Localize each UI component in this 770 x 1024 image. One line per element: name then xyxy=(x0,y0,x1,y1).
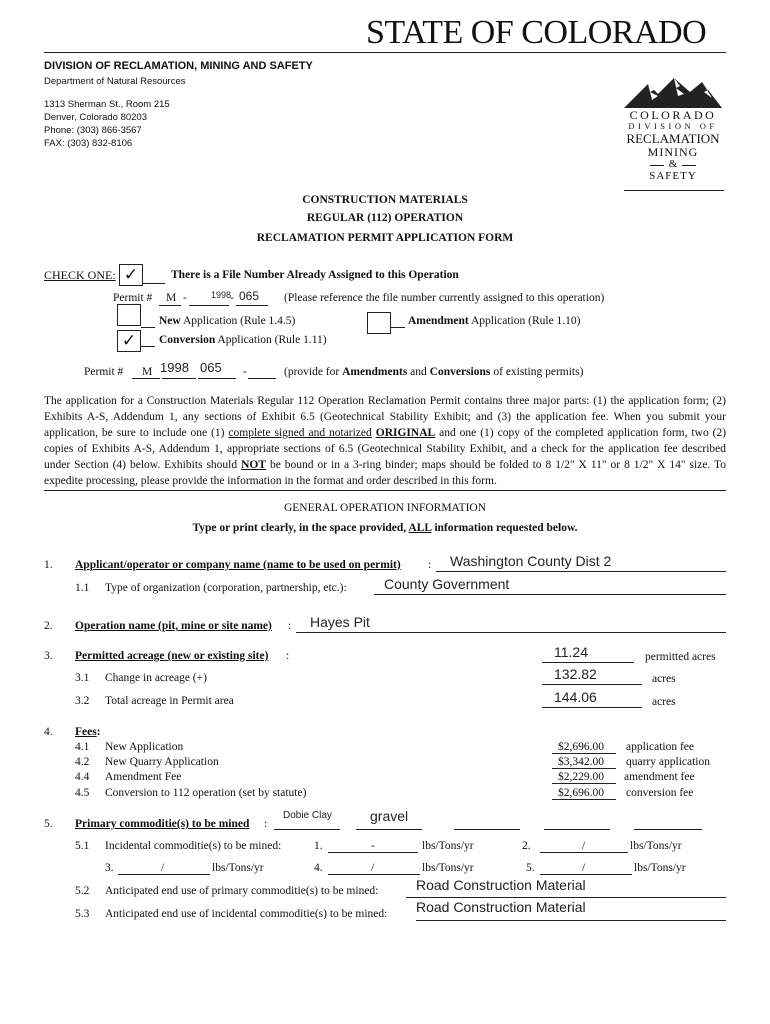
acreage-value[interactable]: 11.24 xyxy=(554,644,588,660)
new-label-bold: New xyxy=(159,315,181,327)
total-acreage-value[interactable]: 144.06 xyxy=(554,689,597,705)
item-3-1-number: 3.1 xyxy=(75,672,90,684)
general-section-rule xyxy=(44,490,726,491)
commodity-colon: : xyxy=(264,818,268,830)
file-number-checkbox-line xyxy=(143,283,165,284)
operation-name-value[interactable]: Hayes Pit xyxy=(310,614,370,630)
amendment-checkbox-line xyxy=(391,327,405,328)
incidental-2-num: 2. xyxy=(522,840,531,852)
primary-use-line xyxy=(406,897,726,898)
incidental-5-unit: lbs/Tons/yr xyxy=(634,862,686,874)
total-acreage-label: Total acreage in Permit area xyxy=(105,695,234,707)
logo-underline xyxy=(624,190,724,191)
conversion-checkbox-line xyxy=(141,346,155,347)
fee-row-1-desc: application fee xyxy=(626,741,695,753)
commodity-line-3 xyxy=(454,829,520,830)
general-instruction xyxy=(0,522,770,534)
permit2-note-amendments: Amendments xyxy=(342,366,408,378)
incidental-3-num: 3. xyxy=(105,862,114,874)
org-type-value[interactable]: County Government xyxy=(384,576,510,592)
applicant-line xyxy=(436,571,726,572)
incidental-1-value[interactable]: - xyxy=(371,840,375,852)
commodity-line-1 xyxy=(274,829,340,830)
conversion-label-rest: Application (Rule 1.11) xyxy=(217,334,327,346)
incidental-use-value[interactable]: Road Construction Material xyxy=(416,899,586,915)
instruction-all: ALL xyxy=(408,522,432,534)
conversion-checkbox[interactable]: ✓ xyxy=(117,330,141,352)
logo-dash-left xyxy=(650,165,664,166)
acreage-line xyxy=(542,662,634,663)
form-title-line-1: CONSTRUCTION MATERIALS xyxy=(302,194,468,206)
incidental-1-unit: lbs/Tons/yr xyxy=(422,840,474,852)
fee-row-3-amount: $2,229.00 xyxy=(558,771,604,783)
incidental-4-unit: lbs/Tons/yr xyxy=(422,862,474,874)
division-name: DIVISION OF RECLAMATION, MINING AND SAFETY xyxy=(44,60,313,72)
permit-number[interactable]: 065 xyxy=(239,289,260,303)
commodity-line-2 xyxy=(356,829,422,830)
operation-colon: : xyxy=(288,620,292,632)
fee-row-1-label: New Application xyxy=(105,741,184,753)
address-line-2: Denver, Colorado 80203 xyxy=(44,112,147,123)
logo-line-3: RECLAMATION xyxy=(626,131,720,146)
incidental-3-unit: lbs/Tons/yr xyxy=(212,862,264,874)
change-acreage-line xyxy=(542,684,642,685)
incidental-5-line xyxy=(540,874,632,875)
permit2-year[interactable]: 1998 xyxy=(160,360,189,375)
item-1-1-number: 1.1 xyxy=(75,582,90,594)
form-title-line-2: REGULAR (112) OPERATION xyxy=(306,212,464,224)
item-5-number: 5. xyxy=(44,818,53,830)
form-title-line-3: RECLAMATION PERMIT APPLICATION FORM xyxy=(256,232,514,244)
incidental-5-num: 5. xyxy=(526,862,535,874)
incidental-2-unit: lbs/Tons/yr xyxy=(630,840,682,852)
logo-line-5: & xyxy=(668,158,678,170)
new-checkbox-line xyxy=(141,327,155,328)
file-number-checkbox[interactable]: ✓ xyxy=(119,264,143,286)
incidental-4-line xyxy=(328,874,420,875)
commodity-value-2[interactable]: gravel xyxy=(370,808,409,824)
fax-number: FAX: (303) 832-8106 xyxy=(44,138,133,149)
permit2-label: Permit # xyxy=(84,366,124,378)
change-acreage-unit: acres xyxy=(652,673,676,685)
acreage-label: Permitted acreage (new or existing site) xyxy=(75,650,269,662)
logo-line-6: SAFETY xyxy=(649,170,697,182)
incidental-1-num: 1. xyxy=(314,840,323,852)
permit-year-line xyxy=(189,305,229,306)
amendment-checkbox[interactable] xyxy=(367,312,391,334)
instruction-part-a: Type or print clearly, in the space provided, xyxy=(192,522,407,534)
intro-underlined: complete signed and notarized xyxy=(228,427,372,439)
applicant-value[interactable]: Washington County Dist 2 xyxy=(450,553,612,569)
change-acreage-label: Change in acreage (+) xyxy=(105,672,207,684)
permit2-year-line xyxy=(162,378,196,379)
incidental-2-value[interactable]: / xyxy=(582,840,586,852)
operation-name-line xyxy=(296,632,726,633)
logo-line-4: MINING xyxy=(647,145,699,159)
acreage-unit: permitted acres xyxy=(645,651,716,663)
permit2-note-part-1: (provide for xyxy=(284,366,340,378)
department-name: Department of Natural Resources xyxy=(44,76,186,87)
address-line-1: 1313 Sherman St., Room 215 xyxy=(44,99,170,110)
permit-prefix[interactable]: M xyxy=(166,292,177,304)
org-type-label: Type of organization (corporation, partnership, etc.): xyxy=(105,582,347,594)
fee-row-4-num: 4.5 xyxy=(75,787,90,799)
fee-row-3-label: Amendment Fee xyxy=(105,771,182,783)
item-3-number: 3. xyxy=(44,650,53,662)
permit2-number-line xyxy=(198,378,236,379)
permit2-note xyxy=(284,366,583,378)
applicant-colon: : xyxy=(428,559,432,571)
permit2-number[interactable]: 065 xyxy=(200,360,222,375)
acreage-colon: : xyxy=(286,650,290,662)
header-rule xyxy=(44,52,726,53)
intro-part-2: and one (1) copy of the completed application form, two (2) copies of Exhibits A-S, Addendum 1, appropriate sections of 6.5 (Geotechnical Stability Exhibit, and a check for the application fee described under Section (4) below. Exhibits should xyxy=(44,427,727,471)
incidental-3-line xyxy=(118,874,210,875)
permit-dash-2: - xyxy=(230,292,234,304)
item-5-2-number: 5.2 xyxy=(75,885,90,897)
permit2-prefix[interactable]: M xyxy=(142,366,153,378)
permit2-note-conversions: Conversions xyxy=(429,366,491,378)
fee-row-2-desc: quarry application xyxy=(626,756,710,768)
commodity-line-4 xyxy=(544,829,610,830)
org-type-line xyxy=(374,594,726,595)
fee-row-4-line xyxy=(552,799,616,800)
conversion-label-bold: Conversion xyxy=(159,334,216,346)
intro-original: ORIGINAL xyxy=(375,427,436,439)
new-label-rest: Application (Rule 1.4.5) xyxy=(182,315,296,327)
amendment-label-rest: Application (Rule 1.10) xyxy=(470,315,581,327)
permit2-note-part-5: of existing permits) xyxy=(493,366,584,378)
check-one-label: CHECK ONE: xyxy=(44,268,116,282)
amendment-label-bold: Amendment xyxy=(408,315,469,327)
permit2-note-part-3: and xyxy=(410,366,427,378)
commodity-value-1[interactable]: Dobie Clay xyxy=(283,810,332,821)
permit2-tail-line xyxy=(248,378,276,379)
amendment-application-label xyxy=(408,315,581,327)
new-application-checkbox[interactable] xyxy=(117,304,141,326)
permit-prefix-line xyxy=(159,305,181,306)
fee-row-3-num: 4.4 xyxy=(75,771,90,783)
logo-line-1: COLORADO xyxy=(629,108,717,122)
intro-part-3: be bound or in a 3-ring binder; maps should be folded to 8 1/2" X 11" or 8 1/2" X 14" size. To expedite processing, please provide the information in the format and order described in this form. xyxy=(44,459,727,487)
fee-row-3-line xyxy=(552,783,616,784)
permit-label: Permit # xyxy=(113,292,153,304)
intro-part-1: The application for a Construction Materials Regular 112 Operation Reclamation Permit contains three major parts: (1) the application form; (2) Exhibits A-S, Addendum 1, any sections of Exhibit 6.5 (Geotechnical Stability Exhibit; and (3) the application fee. When you submit your application, be sure to include one (1) xyxy=(44,395,726,439)
logo-dash-right xyxy=(682,165,696,166)
permit-note: (Please reference the file number currently assigned to this operation) xyxy=(284,292,605,304)
file-number-option-label: There is a File Number Already Assigned to this Operation xyxy=(171,269,459,281)
total-acreage-unit: acres xyxy=(652,696,676,708)
commodity-line-5 xyxy=(634,829,702,830)
fee-row-3-desc: amendment fee xyxy=(624,771,695,783)
permit2-dash: - xyxy=(243,366,247,378)
permit2-prefix-line xyxy=(132,378,160,379)
phone-number: Phone: (303) 866-3567 xyxy=(44,125,142,136)
item-5-1-number: 5.1 xyxy=(75,840,90,852)
fee-row-1-num: 4.1 xyxy=(75,741,90,753)
applicant-label: Applicant/operator or company name (name to be used on permit) xyxy=(75,559,401,571)
intro-not: NOT xyxy=(241,459,267,471)
general-title: GENERAL OPERATION INFORMATION xyxy=(283,502,487,514)
state-title: STATE OF COLORADO xyxy=(366,14,707,51)
incidental-3-value[interactable]: / xyxy=(161,862,165,874)
incidental-2-line xyxy=(540,852,628,853)
new-application-label xyxy=(159,315,295,327)
incidental-label: Incidental commoditie(s) to be mined: xyxy=(105,840,282,852)
fee-row-4-amount: $2,696.00 xyxy=(558,787,604,799)
incidental-4-num: 4. xyxy=(314,862,323,874)
fees-label-text: Fees xyxy=(75,726,97,738)
instruction-part-b: information requested below. xyxy=(434,522,578,534)
logo-line-2: DIVISION OF xyxy=(628,121,718,131)
fee-row-4-desc: conversion fee xyxy=(626,787,694,799)
incidental-4-value[interactable]: / xyxy=(371,862,375,874)
mountain-icon xyxy=(622,74,724,110)
incidental-use-line xyxy=(416,920,726,921)
fee-row-2-line xyxy=(552,768,616,769)
drms-logo xyxy=(622,74,724,194)
permit-number-line xyxy=(236,305,268,306)
fees-label: Fees: xyxy=(75,726,101,738)
permit-dash: - xyxy=(183,292,187,304)
conversion-application-label xyxy=(159,334,327,346)
fee-row-1-line xyxy=(552,753,616,754)
change-acreage-value[interactable]: 132.82 xyxy=(554,666,597,682)
incidental-use-label: Anticipated end use of incidental commoditie(s) to be mined: xyxy=(105,908,388,920)
fee-row-2-num: 4.2 xyxy=(75,756,90,768)
primary-commodity-label: Primary commoditie(s) to be mined xyxy=(75,818,250,830)
fee-row-1-amount: $2,696.00 xyxy=(558,741,604,753)
fee-row-4-label: Conversion to 112 operation (set by statute) xyxy=(105,787,307,799)
item-5-3-number: 5.3 xyxy=(75,908,90,920)
incidental-1-line xyxy=(328,852,418,853)
primary-use-value[interactable]: Road Construction Material xyxy=(416,877,586,893)
incidental-5-value[interactable]: / xyxy=(582,862,586,874)
operation-name-label: Operation name (pit, mine or site name) xyxy=(75,620,272,632)
intro-paragraph xyxy=(44,393,726,489)
total-acreage-line xyxy=(542,707,642,708)
primary-use-label: Anticipated end use of primary commoditie(s) to be mined: xyxy=(105,885,379,897)
item-3-2-number: 3.2 xyxy=(75,695,90,707)
fee-row-2-label: New Quarry Application xyxy=(105,756,219,768)
item-4-number: 4. xyxy=(44,726,53,738)
item-1-number: 1. xyxy=(44,559,53,571)
item-2-number: 2. xyxy=(44,620,53,632)
fee-row-2-amount: $3,342.00 xyxy=(558,756,604,768)
permit-year[interactable]: 1998 xyxy=(211,290,232,300)
